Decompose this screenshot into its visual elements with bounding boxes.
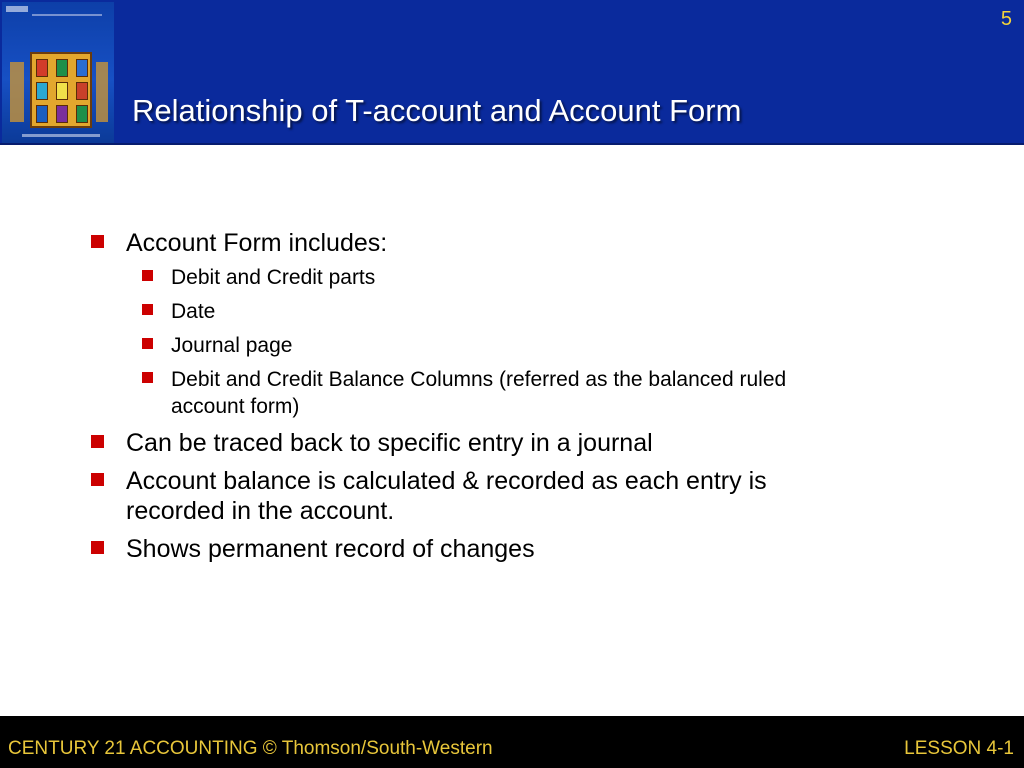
red-square-bullet-icon bbox=[91, 235, 104, 248]
cover-side-panel-left bbox=[10, 62, 24, 122]
footer-bar bbox=[0, 716, 1024, 768]
cover-authors-line bbox=[22, 134, 100, 137]
bullet-text: Account balance is calculated & recorded as each entry is bbox=[126, 467, 767, 495]
red-square-bullet-icon bbox=[91, 473, 104, 486]
footer-lesson-label: LESSON 4-1 bbox=[904, 738, 1014, 759]
sub-bullet-text: Journal page bbox=[171, 334, 293, 357]
footer-copyright: CENTURY 21 ACCOUNTING © Thomson/South-Western bbox=[8, 738, 493, 759]
cover-publisher-mark bbox=[6, 6, 28, 12]
cover-subtitle-line bbox=[32, 14, 102, 16]
red-square-bullet-icon bbox=[91, 541, 104, 554]
sub-bullet-text: Date bbox=[171, 300, 216, 323]
sub-bullet-text: Debit and Credit parts bbox=[171, 266, 376, 289]
slide-number: 5 bbox=[1000, 8, 1012, 30]
sub-bullet-text: Debit and Credit Balance Columns (referred as the balanced ruled bbox=[171, 368, 787, 391]
cover-door-illustration bbox=[30, 52, 92, 128]
title-bar bbox=[0, 0, 1024, 145]
red-square-bullet-icon bbox=[142, 270, 153, 281]
book-cover-image bbox=[2, 2, 114, 143]
red-square-bullet-icon bbox=[142, 338, 153, 349]
cover-side-panel-right bbox=[96, 62, 108, 122]
bullet-text: Shows permanent record of changes bbox=[126, 535, 535, 563]
red-square-bullet-icon bbox=[142, 304, 153, 315]
bullet-text: Account Form includes: bbox=[126, 229, 388, 257]
bullet-text: Can be traced back to specific entry in a journal bbox=[126, 429, 653, 457]
bullet-text-continued: recorded in the account. bbox=[126, 497, 395, 525]
cover-logo-icon bbox=[30, 24, 108, 46]
slide-title: Relationship of T-account and Account Form bbox=[132, 93, 742, 128]
red-square-bullet-icon bbox=[91, 435, 104, 448]
red-square-bullet-icon bbox=[142, 372, 153, 383]
sub-bullet-text-continued: account form) bbox=[171, 395, 300, 418]
